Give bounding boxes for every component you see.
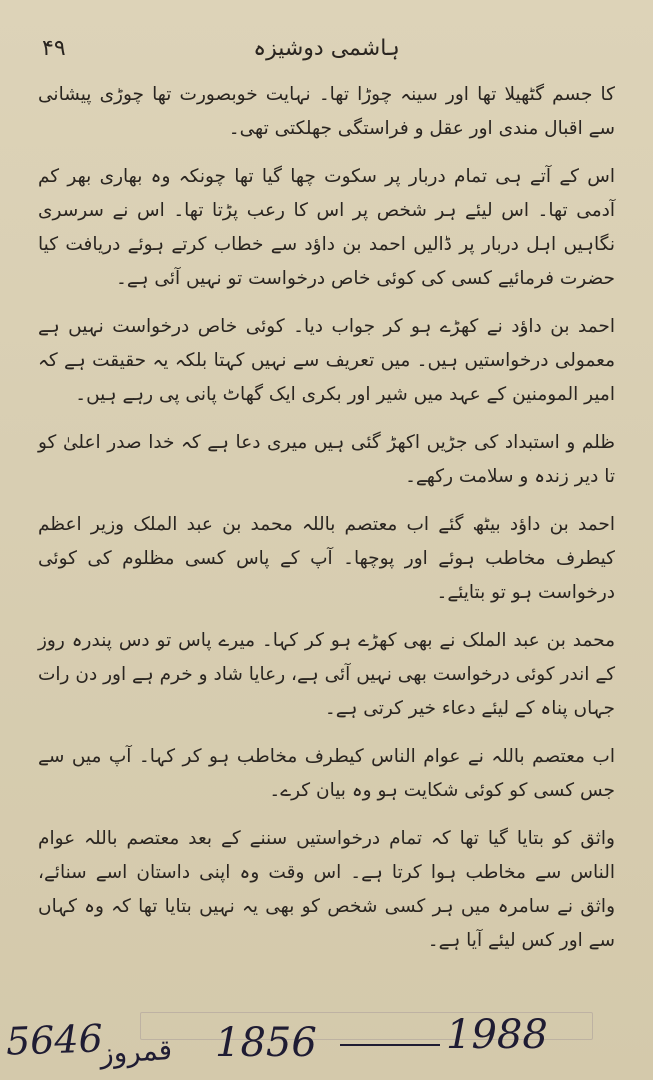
paragraph-5: احمد بن داؤد بیٹھ گئے اب معتصم باللہ محمد بن عبد الملک وزیر اعظم کیطرف مخاطب ہوئے اور پوچھا۔ آپ کے پاس کسی مظلوم کی کوئی درخواست ہو تو بتایئے۔ — [38, 514, 615, 603]
catalog-number: 5646 — [5, 1016, 104, 1064]
year-range-dash — [340, 1044, 440, 1046]
page-number: ۴۹ — [42, 36, 66, 61]
page-header — [40, 36, 613, 70]
paragraph-4: ظلم و استبداد کی جڑیں اکھڑ گئی ہیں میری دعا ہے کہ خدا صدر اعلیٰ کو تا دیر زندہ و سلامت رکھے۔ — [38, 432, 615, 487]
paragraph-3: احمد بن داؤد نے کھڑے ہو کر جواب دیا۔ کوئی خاص درخواست نہیں ہے معمولی درخواستیں ہیں۔ میں تعریف سے نہیں کہتا بلکہ یہ حقیقت ہے کہ امیر المومنین کے عہد میں شیر اور بکری ایک گھاٹ پانی پی رہے ہیں۔ — [38, 316, 615, 405]
paragraph-8: واثق کو بتایا گیا تھا کہ تمام درخواستیں سننے کے بعد معتصم باللہ عوام الناس سے مخاطب ہوا کرتا ہے۔ اس وقت وہ اپنی داستان اسے سنائے، واثق نے سامرہ میں ہر کسی شخص کو بھی یہ نہیں بتایا تھا کہ وہ کہاں سے اور کس لیئے آیا ہے۔ — [38, 828, 615, 951]
paragraph-1: کا جسم گٹھیلا تھا اور سینہ چوڑا تھا۔ نہایت خوبصورت تھا چوڑی پیشانی سے اقبال مندی اور عقل و فراستگی جھلکتی تھی۔ — [38, 84, 615, 139]
paragraph-6: محمد بن عبد الملک نے بھی کھڑے ہو کر کہا۔ میرے پاس تو دس پندرہ روز کے اندر کوئی درخواست بھی نہیں آئی ہے، رعایا شاد و خرم ہے اور دن رات جہاں پناہ کے لیئے دعاء خیر کرتی ہے۔ — [38, 630, 615, 719]
year-to: 1988 — [446, 1012, 548, 1058]
year-from: 1856 — [215, 1020, 317, 1066]
paragraph-7: اب معتصم باللہ نے عوام الناس کیطرف مخاطب ہو کر کہا۔ آپ میں سے جس کسی کو کوئی شکایت ہو وہ بیان کرے۔ — [38, 746, 615, 801]
page-body — [38, 78, 615, 1000]
paragraph-2: اس کے آتے ہی تمام دربار پر سکوت چھا گیا تھا چونکہ وہ بھاری بھر کم آدمی تھا۔ اس لیئے ہر شخص پر اس کا رعب پڑتا تھا۔ اس نے سرسری نگاہیں اہل دربار پر ڈالیں احمد بن داؤد سے خطاب کرتے ہوئے دریافت کیا حضرت فرمائیے کسی کی کوئی خاص درخواست تو نہیں آئی ہے۔ — [38, 166, 615, 289]
running-title: ہاشمی دوشیزہ — [253, 36, 400, 61]
catalog-note: قمروز — [99, 1033, 173, 1070]
handwritten-catalog-annotation — [0, 1000, 653, 1080]
